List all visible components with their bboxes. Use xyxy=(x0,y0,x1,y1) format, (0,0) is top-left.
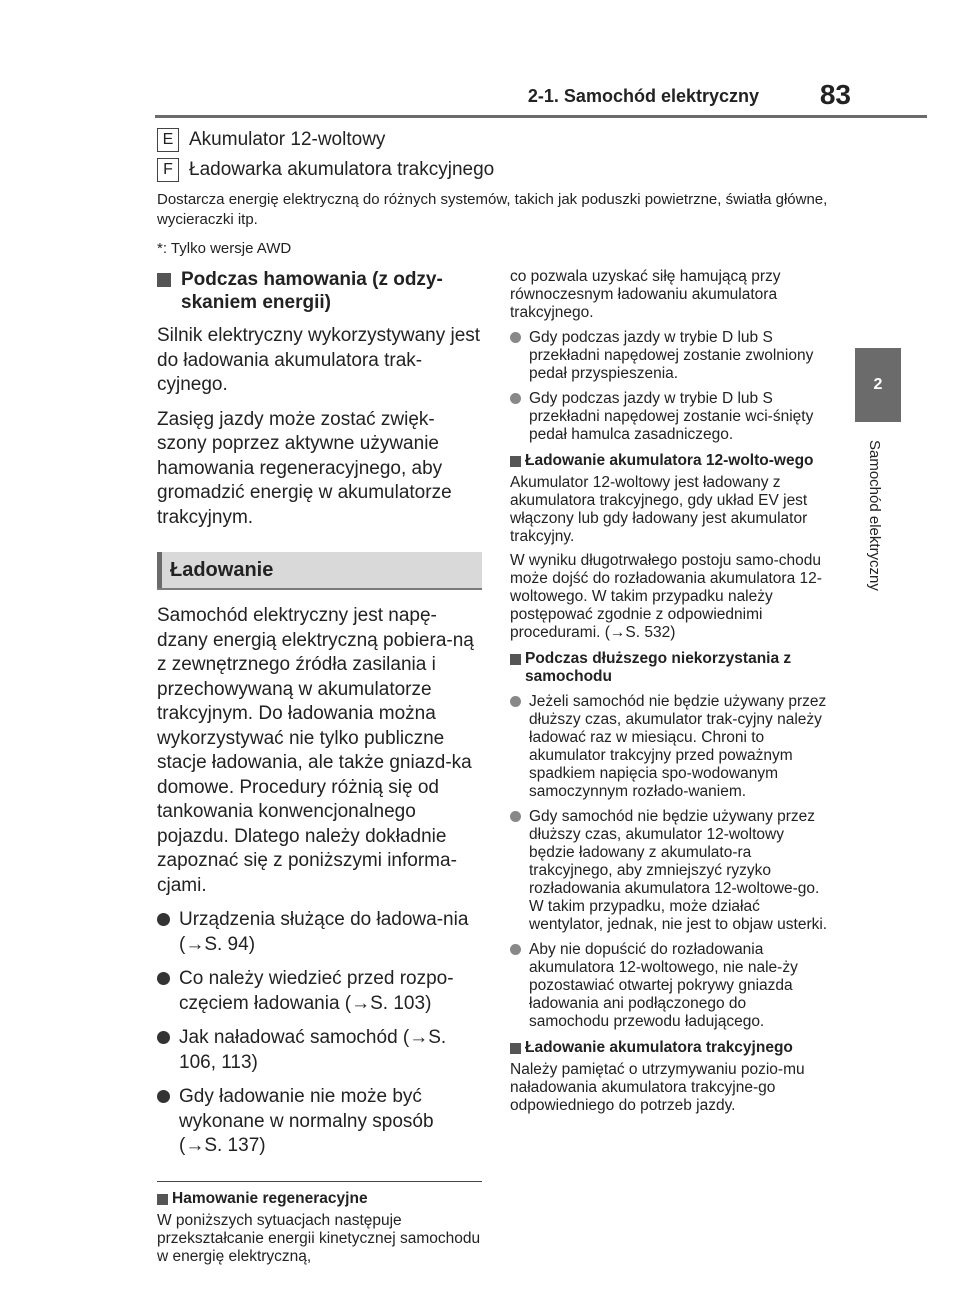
square-bullet-icon xyxy=(510,654,521,665)
link-text: Jak naładować samochód (→S. 106, 113) xyxy=(179,1027,447,1073)
list-item-text: Aby nie dopuścić do rozładowania akumulatora 12-woltowego, nie nale-ży pozostawiać otwartej pokrywy gniazda ładowania ani podłączonego do samochodu przewodu ładującego. xyxy=(529,941,798,1030)
intro-note: Dostarcza energię elektryczną do różnych systemów, takich jak poduszki powietrzne, światła główne, wycieraczki itp. xyxy=(157,191,828,228)
legend-text-f: Ładowarka akumulatora trakcyjnego xyxy=(189,159,495,180)
charging-section-title: Ładowanie xyxy=(157,552,482,590)
charging-paragraph: Samochód elektryczny jest napę-dzany energią elektryczną pobiera-ną z zewnętrznego źródła zasilania i przechowywaną w akumulatorze trakcyjnym. Do ładowania można wykorzystywać nie tylko publiczne stacje ładowania, ale także gniazd-ka domowe. Procedury różnią się od tankowania konwencjonalnego pojazdu. Dlatego należy dokładnie zapoznać się z poniższymi informa-cjami. xyxy=(157,605,474,896)
square-bullet-icon xyxy=(510,456,521,467)
non-use-heading-text: Podczas dłuższego niekorzystania z samochodu xyxy=(525,650,792,685)
traction-paragraph: Należy pamiętać o utrzymywaniu pozio-mu naładowania akumulatora trakcyjne-go odpowiedniego do potrzeb jazdy. xyxy=(510,1061,805,1114)
aux-battery-paragraph-1: Akumulator 12-woltowy jest ładowany z akumulatora trakcyjnego, gdy układ EV jest włączony lub gdy ładowany jest akumulator trakcyjny. xyxy=(510,474,808,545)
right-column xyxy=(510,268,828,1115)
braking-heading-text: Podczas hamowania (z odzy-skaniem energii) xyxy=(181,269,443,313)
square-bullet-icon xyxy=(510,1043,521,1054)
non-use-heading xyxy=(510,650,828,686)
legend-item-f xyxy=(157,158,494,182)
bullet-dot-icon xyxy=(510,696,521,707)
list-item-text: Jeżeli samochód nie będzie używany przez dłuższy czas, akumulator trak-cyjny należy ładować raz w miesiącu. Chroni to akumulator trakcyjny przed poważnym spadkiem napięcia spo-wodowanym samoczynnym rozłado-waniem. xyxy=(529,693,827,800)
bullet-dot-icon xyxy=(157,913,170,926)
square-bullet-icon xyxy=(157,1194,168,1205)
bullet-dot-icon xyxy=(510,332,521,343)
bullet-dot-icon xyxy=(510,393,521,404)
legend-key-f: F xyxy=(157,158,179,182)
aux-battery-heading-text: Ładowanie akumulatora 12-wolto-wego xyxy=(525,452,814,469)
left-column xyxy=(157,268,482,1266)
link-text: Urządzenia służące do ładowa-nia (→S. 94) xyxy=(179,909,469,955)
divider xyxy=(157,1181,482,1182)
aux-battery-heading xyxy=(510,452,828,470)
page-number: 83 xyxy=(819,79,851,110)
link-item-charging-devices[interactable] xyxy=(157,908,482,957)
list-item xyxy=(510,941,828,1031)
square-bullet-icon xyxy=(157,273,171,287)
braking-paragraph-2: Zasięg jazdy może zostać zwięk-szony poprzez aktywne używanie hamowania regeneracyjnego, aby gromadzić energię w akumulatorze trakcyjnym. xyxy=(157,408,452,528)
legend-item-e xyxy=(157,128,385,152)
section-title: 2-1. Samochód elektryczny xyxy=(527,86,759,106)
page-header xyxy=(155,78,927,112)
list-item xyxy=(510,808,828,934)
bullet-dot-icon xyxy=(157,1090,170,1103)
regen-heading xyxy=(157,1190,482,1208)
list-item-text: Gdy samochód nie będzie używany przez dłuższy czas, akumulator 12-woltowy będzie ładowany z akumulato-ra trakcyjnego, aby zmniejszyć ryzyko rozładowania akumulatora 12-woltowe-go. W takim przypadku, może działać wentylator, jednak, nie jest to objaw usterki. xyxy=(529,808,828,933)
link-text: Gdy ładowanie nie może być wykonane w normalny sposób (→S. 137) xyxy=(179,1086,434,1156)
link-item-before-charging[interactable] xyxy=(157,967,482,1016)
list-item xyxy=(510,329,828,383)
list-item xyxy=(510,693,828,801)
traction-heading xyxy=(510,1039,828,1057)
chapter-tab[interactable]: 2 xyxy=(855,348,901,422)
traction-heading-text: Ładowanie akumulatora trakcyjnego xyxy=(525,1039,793,1056)
regen-heading-text: Hamowanie regeneracyjne xyxy=(172,1189,368,1207)
chapter-tab-label: Samochód elektryczny xyxy=(866,440,883,591)
link-text: Co należy wiedzieć przed rozpo-częciem ładowania (→S. 103) xyxy=(179,968,454,1014)
link-item-how-to-charge[interactable] xyxy=(157,1026,482,1075)
braking-heading xyxy=(157,268,482,314)
list-item-text: Gdy podczas jazdy w trybie D lub S przekładni napędowej zostanie wci-śnięty pedał hamulca zasadniczego. xyxy=(529,390,814,443)
list-item xyxy=(510,390,828,444)
aux-battery-paragraph-2: W wyniku długotrwałego postoju samo-chodu może dojść do rozładowania akumulatora 12-woltowego. W takim przypadku należy postępować zgodnie z odpowiednimi procedurami. (→S. 532) xyxy=(510,552,822,641)
legend-key-e: E xyxy=(157,128,179,152)
braking-paragraph-1: Silnik elektryczny wykorzystywany jest do ładowania akumulatora trak-cyjnego. xyxy=(157,325,481,395)
regen-paragraph: W poniższych sytuacjach następuje przekształcanie energii kinetycznej samochodu w energię elektryczną, xyxy=(157,1211,481,1265)
bullet-dot-icon xyxy=(510,811,521,822)
footnote: *: Tylko wersje AWD xyxy=(157,240,292,257)
bullet-dot-icon xyxy=(157,972,170,985)
link-item-abnormal-charging[interactable] xyxy=(157,1085,482,1159)
header-rule xyxy=(155,115,927,118)
regen-continued: co pozwala uzyskać siłę hamującą przy równoczesnym ładowaniu akumulatora trakcyjnego. xyxy=(510,268,781,321)
legend-text-e: Akumulator 12-woltowy xyxy=(189,129,386,150)
bullet-dot-icon xyxy=(157,1031,170,1044)
bullet-dot-icon xyxy=(510,944,521,955)
list-item-text: Gdy podczas jazdy w trybie D lub S przekładni napędowej zostanie zwolniony pedał przyspieszenia. xyxy=(529,329,814,382)
